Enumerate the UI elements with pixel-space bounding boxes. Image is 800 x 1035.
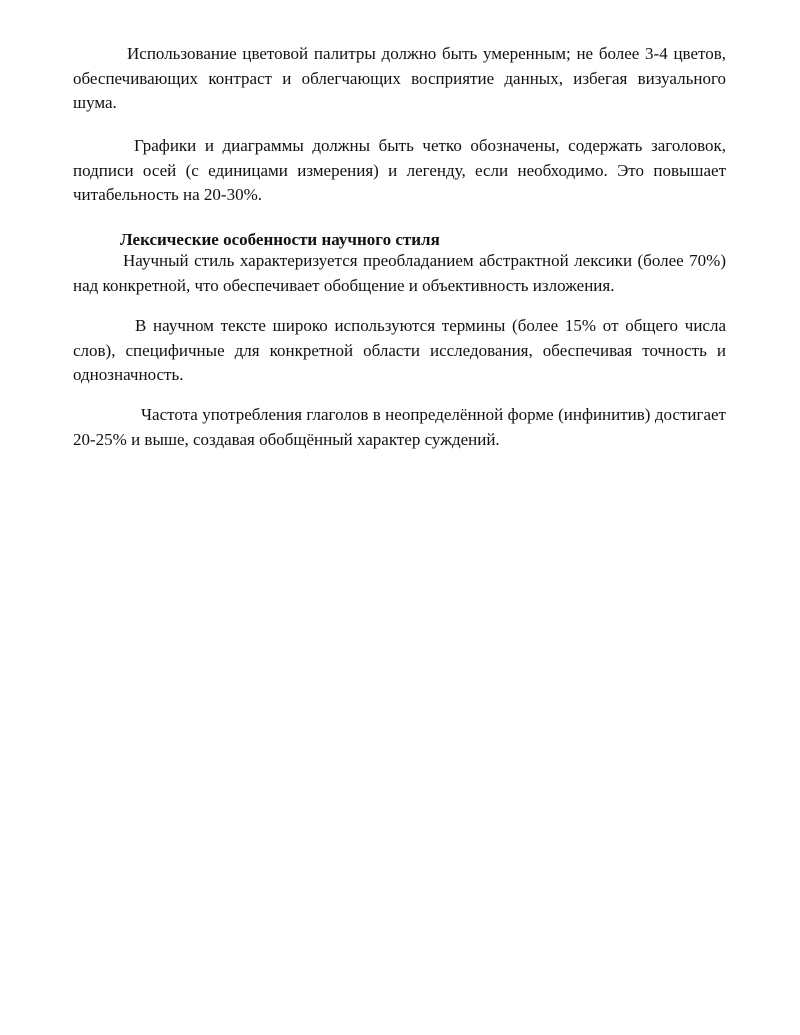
section-heading: Лексические особенности научного стиля xyxy=(120,230,440,249)
paragraph-abstract-lexicon: Научный стиль характеризуется преобладанием абстрактной лексики (более 70%) над конкретной, что обеспечивает обобщение и объективность изложения. xyxy=(73,251,726,295)
paragraph-charts-labeling: Графики и диаграммы должны быть четко обозначены, содержать заголовок, подписи осей (с единицами измерения) и легенду, если необходимо. Это повышает читабельность на 20-30%. xyxy=(73,136,726,204)
paragraph-infinitive-frequency: Частота употребления глаголов в неопределённой форме (инфинитив) достигает 20-25% и выше, создавая обобщённый характер суждений. xyxy=(73,405,726,449)
paragraph-color-palette: Использование цветовой палитры должно быть умеренным; не более 3-4 цветов, обеспечивающих контраст и облегчающих восприятие данных, избегая визуального шума. xyxy=(73,44,726,112)
paragraph-terminology: В научном тексте широко используются термины (более 15% от общего числа слов), специфичные для конкретной области исследования, обеспечивая точность и однозначность. xyxy=(73,316,726,384)
